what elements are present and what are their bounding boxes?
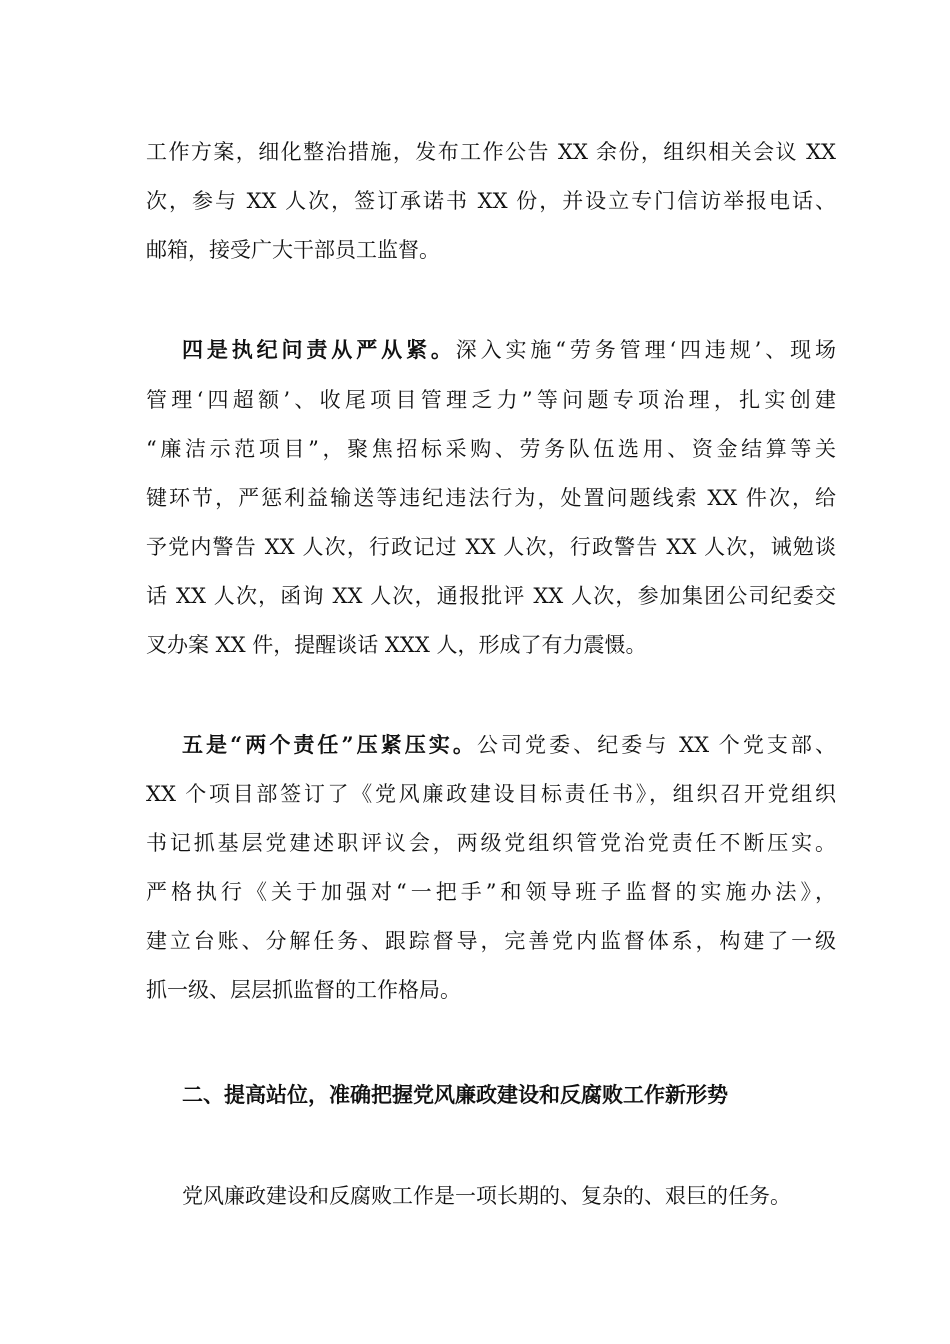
text-line: 键环节，严惩利益输送等违纪违法行为，处置问题线索 XX 件次，给 [146,486,836,510]
paragraph-lead: 四是执纪问责从严从紧。 [182,337,456,362]
text-line: 书记抓基层党建述职评议会，两级党组织管党治党责任不断压实。 [146,831,836,855]
text-line: 邮箱，接受广大干部员工监督。 [146,238,440,262]
text-line: 工作方案，细化整治措施，发布工作公告 XX 余份，组织相关会议 XX [146,140,836,164]
text-line: 话 XX 人次，函询 XX 人次，通报批评 XX 人次，参加集团公司纪委交 [146,584,836,608]
paragraph-lead: 五是“两个责任”压紧压实。 [182,732,477,757]
text-line: XX 个项目部签订了《党风廉政建设目标责任书》，组织召开党组织 [146,782,836,806]
text-line: 建立台账、分解任务、跟踪督导，完善党内监督体系，构建了一级 [146,929,836,953]
text-run: 深入实施“劳务管理‘四违规’、现场 [455,338,837,362]
text-line: 叉办案 XX 件，提醒谈话 XXX 人，形成了有力震慑。 [146,633,647,657]
text-line: 抓一级、层层抓监督的工作格局。 [146,978,461,1002]
text-line: “廉洁示范项目”，聚焦招标采购、劳务队伍选用、资金结算等关 [146,437,836,461]
text-line: 次，参与 XX 人次，签订承诺书 XX 份，并设立专门信访举报电话、 [146,189,836,213]
text-line [182,730,836,760]
text-line: 党风廉政建设和反腐败工作是一项长期的、复杂的、艰巨的任务。 [182,1184,791,1208]
text-run: 公司党委、纪委与 XX 个党支部、 [476,733,836,757]
text-line: 严格执行《关于加强对“一把手”和领导班子监督的实施办法》， [146,880,836,904]
text-line: 予党内警告 XX 人次，行政记过 XX 人次，行政警告 XX 人次，诫勉谈 [146,535,836,559]
text-line [182,335,836,365]
section-heading: 二、提高站位，准确把握党风廉政建设和反腐败工作新形势 [182,1082,728,1107]
text-line: 管理‘四超额’、收尾项目管理乏力”等问题专项治理，扎实创建 [146,388,836,412]
